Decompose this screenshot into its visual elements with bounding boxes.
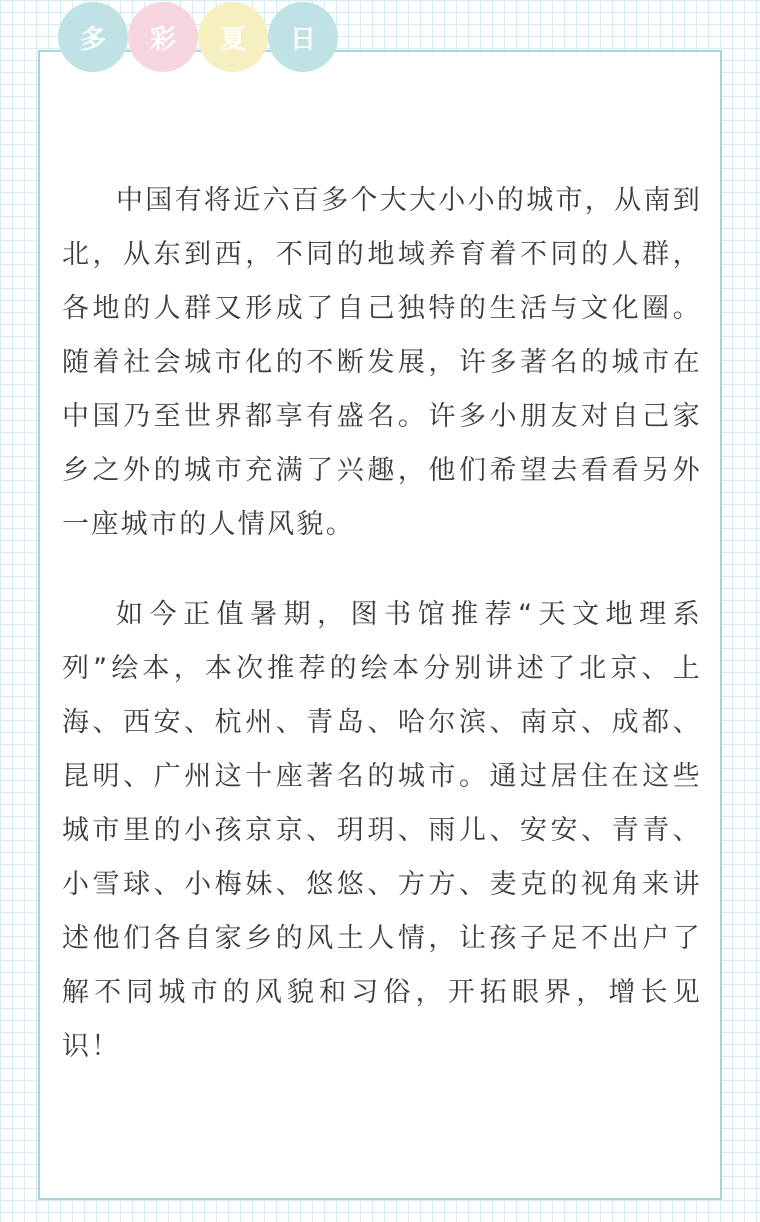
title-badge-xia: 夏 bbox=[198, 2, 268, 72]
title-badge-cai: 彩 bbox=[128, 2, 198, 72]
title-badges bbox=[58, 2, 358, 74]
article-card bbox=[38, 50, 722, 1200]
title-badge-ri: 日 bbox=[268, 2, 338, 72]
article-paragraph-2: 如今正值暑期，图书馆推荐“天文地理系列”绘本，本次推荐的绘本分别讲述了北京、上海、西安、杭州、青岛、哈尔滨、南京、成都、昆明、广州这十座著名的城市。通过居住在这些城市里的小孩京京、玥玥、雨儿、安安、青青、小雪球、小梅妹、悠悠、方方、麦克的视角来讲述他们各自家乡的风土人情，让孩子足不出户了解不同城市的风貌和习俗，开拓眼界，增长见识！ bbox=[62, 599, 702, 1062]
title-badge-duo: 多 bbox=[58, 2, 128, 72]
article-body bbox=[62, 174, 702, 1110]
article-paragraph-1: 中国有将近六百多个大大小小的城市，从南到北，从东到西，不同的地域养育着不同的人群，各地的人群又形成了自己独特的生活与文化圈。随着社会城市化的不断发展，许多著名的城市在中国乃至世界都享有盛名。许多小朋友对自己家乡之外的城市充满了兴趣，他们希望去看看另外一座城市的人情风貌。 bbox=[62, 185, 702, 540]
